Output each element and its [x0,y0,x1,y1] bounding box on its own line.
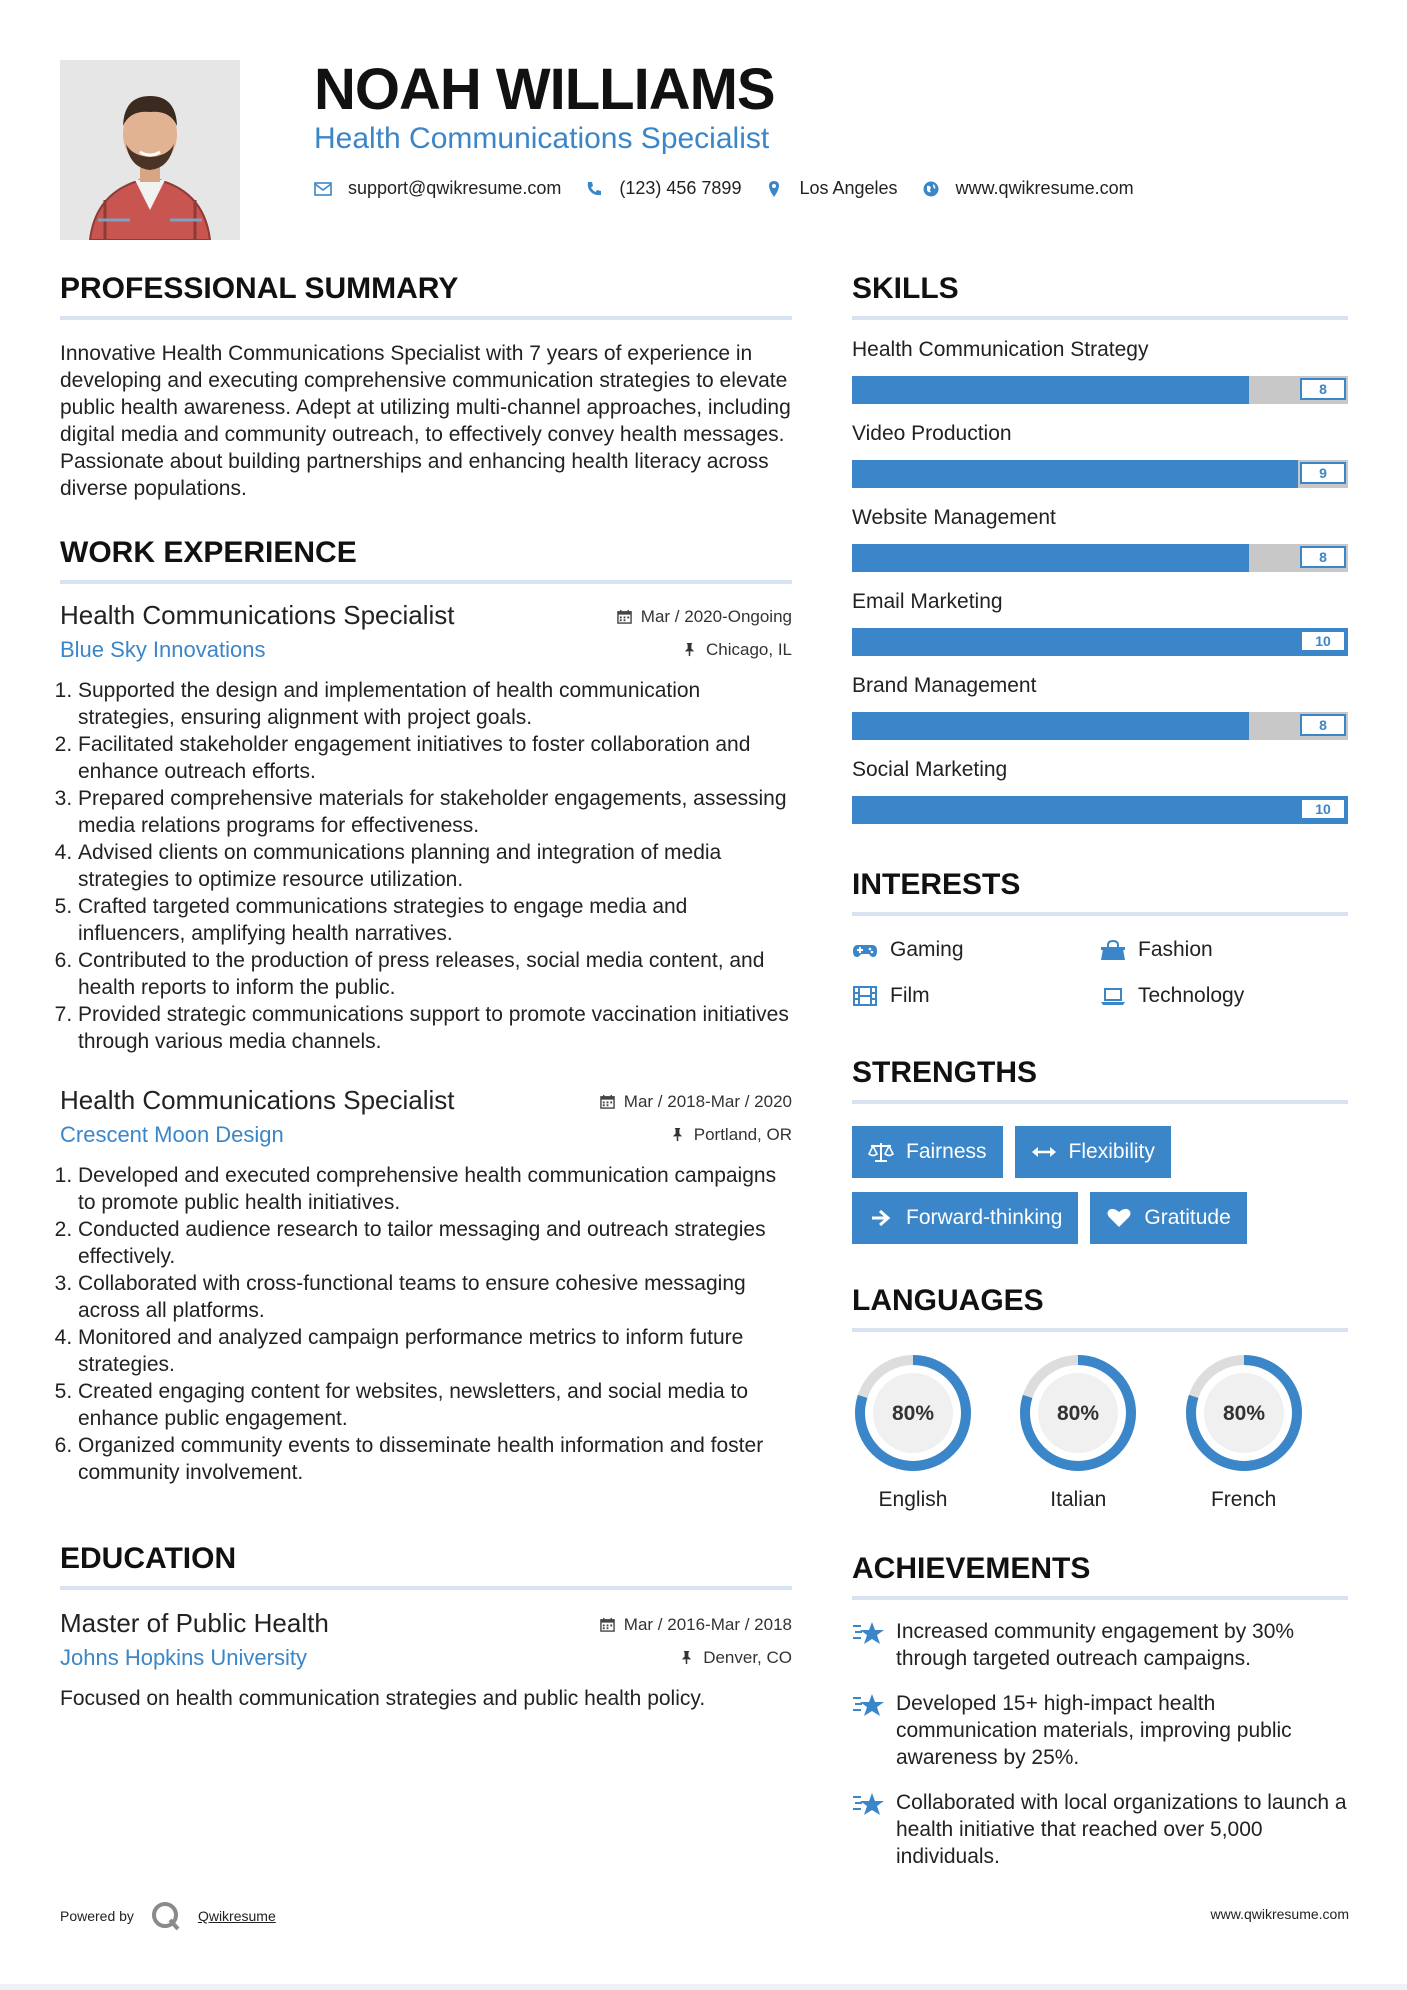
strength-label: Gratitude [1144,1206,1231,1229]
brand-link[interactable]: Qwikresume [197,1908,276,1924]
strength-tag [852,1192,1078,1244]
candidate-title: Health Communications Specialist [314,122,770,155]
skill-item [852,338,1348,404]
skill-bar-fill [852,460,1298,488]
job-bullet: 3. Prepared comprehensive materials for stakeholder engagements, assessing media relations programs for effectiveness. [78,785,792,839]
shooting-star-icon [852,1789,886,1819]
skill-bar-track [852,376,1348,404]
shooting-star-icon [852,1618,886,1648]
strength-label: Flexibility [1068,1140,1155,1163]
education-heading: EDUCATION [60,1542,792,1590]
website-text: www.qwikresume.com [955,178,1134,198]
film-icon [852,985,878,1007]
pushpin-icon [670,1127,685,1142]
job-bullet: 7. Provided strategic communications support to promote vaccination initiatives through various media channels. [78,1001,792,1055]
skill-bar-fill [852,544,1249,572]
experience-heading: WORK EXPERIENCE [60,536,792,584]
job-bullet: 5. Created engaging content for websites, newsletters, and social media to enhance public engagement. [78,1378,792,1432]
summary-text: Innovative Health Communications Specialist with 7 years of experience in developing and executing comprehensive communication strategies to elevate public health awareness. Adept at utilizing multi-channel approaches, including digital media and community outreach, to effectively convey health messages. Passionate about building partnerships and enhancing health literacy across diverse populations. [60,342,791,500]
bottom-divider [0,1984,1407,1990]
skill-level: 8 [1300,546,1346,568]
candidate-name: NOAH WILLIAMS [314,57,775,122]
strengths-heading: STRENGTHS [852,1056,1348,1104]
contact-location [765,178,897,199]
strength-tag [1015,1126,1171,1178]
language-ring [1017,1352,1139,1474]
achievement-item [852,1789,1348,1870]
interest-item [852,938,1100,962]
summary-heading: PROFESSIONAL SUMMARY [60,272,792,320]
map-marker-icon [765,180,783,198]
job-bullet: 6. Organized community events to disseminate health information and foster community involvement. [78,1432,792,1486]
pushpin-icon [682,642,697,657]
interest-label: Fashion [1138,938,1213,961]
achievements-list [852,1618,1348,1870]
skill-bar-track [852,628,1348,656]
strength-label: Forward-thinking [906,1206,1063,1229]
interest-label: Technology [1138,984,1245,1007]
pushpin-icon [679,1650,694,1665]
job-entry [60,600,792,1055]
skill-item [852,590,1348,656]
language-name: English [878,1488,948,1511]
phone-text: (123) 456 7899 [619,178,742,198]
skill-bar-track [852,712,1348,740]
skills-heading: SKILLS [852,272,1348,320]
skill-level: 8 [1300,378,1346,400]
contact-website[interactable] [922,178,1134,199]
skill-name: Brand Management [852,674,1037,697]
skill-name: Video Production [852,422,1012,445]
strengths-list [852,1126,1348,1258]
skill-item [852,422,1348,488]
job-bullet: 4. Advised clients on communications planning and integration of media strategies to optimize resource utilization. [78,839,792,893]
school-name: Johns Hopkins University [60,1645,307,1670]
location-text: Los Angeles [799,178,898,198]
gamepad-icon [852,939,878,961]
language-name: French [1210,1488,1277,1511]
phone-icon [585,180,603,198]
language-ring [852,1352,974,1474]
education-location-text: Denver, CO [703,1647,792,1667]
interest-label: Film [890,984,930,1007]
skill-name: Health Communication Strategy [852,338,1149,361]
achievement-text: Developed 15+ high-impact health communication materials, improving public awareness by 25%. [896,1692,1292,1769]
interests-list [852,938,1348,1008]
languages-heading: LANGUAGES [852,1284,1348,1332]
job-title: Health Communications Specialist [60,600,455,630]
globe-icon [922,180,940,198]
language-item [1183,1352,1348,1512]
skills-list [852,338,1348,824]
job-location-text: Chicago, IL [706,639,792,659]
job-bullets [60,1162,792,1486]
job-bullet: 4. Monitored and analyzed campaign performance metrics to inform future strategies. [78,1324,792,1378]
envelope-icon [314,180,332,198]
skill-bar-track [852,544,1348,572]
achievements-heading: ACHIEVEMENTS [852,1552,1348,1600]
language-item [852,1352,1017,1512]
skill-bar-fill [852,796,1348,824]
job-bullet: 3. Collaborated with cross-functional teams to ensure cohesive messaging across all platforms. [78,1270,792,1324]
arrow-right-icon [868,1207,894,1229]
heart-icon [1106,1207,1132,1229]
interest-item [852,984,1100,1008]
company-name: Blue Sky Innovations [60,637,266,662]
skill-level: 10 [1300,630,1346,652]
strength-tag [852,1126,1003,1178]
skill-level: 10 [1300,798,1346,820]
job-date [600,1092,792,1112]
job-title: Health Communications Specialist [60,1085,455,1115]
calendar-icon [600,1094,615,1109]
job-date-text: Mar / 2020-Ongoing [640,606,792,626]
job-location [682,640,792,660]
job-bullet: 1. Supported the design and implementation of health communication strategies, ensuring alignment with project goals. [78,677,792,731]
skill-bar-fill [852,628,1348,656]
strength-tag [1090,1192,1246,1244]
arrows-horizontal-icon [1031,1141,1057,1163]
language-percent: 80% [1222,1402,1265,1425]
qwikresume-logo-icon [150,1900,182,1932]
skill-item [852,674,1348,740]
achievement-text: Collaborated with local organizations to launch a health initiative that reached over 5,000 individuals. [896,1791,1347,1868]
language-percent: 80% [891,1402,935,1425]
contact-phone[interactable] [585,178,741,199]
contact-email[interactable] [314,178,561,199]
powered-by-text: Powered by [60,1908,134,1924]
job-entry [60,1085,792,1486]
language-name: Italian [1050,1488,1107,1511]
company-name: Crescent Moon Design [60,1122,284,1147]
contact-bar [314,178,1158,199]
left-column [60,272,792,1712]
education-location [679,1648,792,1668]
language-item [1017,1352,1182,1512]
skill-name: Social Marketing [852,758,1008,781]
degree-title: Master of Public Health [60,1608,329,1638]
skill-bar-track [852,796,1348,824]
calendar-icon [600,1617,615,1632]
person-portrait-icon [60,60,240,240]
shopping-bag-icon [1100,939,1126,961]
job-location-text: Portland, OR [693,1124,792,1144]
balance-scale-icon [868,1141,894,1163]
laptop-icon [1100,985,1126,1007]
job-bullet: 2. Conducted audience research to tailor messaging and outreach strategies effectively. [78,1216,792,1270]
job-date [617,607,792,627]
calendar-icon [617,609,632,624]
achievement-item [852,1618,1348,1672]
job-bullet: 1. Developed and executed comprehensive health communication campaigns to promote public health initiatives. [78,1162,792,1216]
profile-photo [60,60,240,240]
interest-item [1100,984,1348,1008]
right-column [852,272,1348,1870]
languages-list [852,1352,1348,1512]
shooting-star-icon [852,1690,886,1720]
education-description: Focused on health communication strategies and public health policy. [60,1687,706,1710]
skill-bar-fill [852,712,1249,740]
skill-level: 8 [1300,714,1346,736]
job-bullet: 2. Facilitated stakeholder engagement initiatives to foster collaboration and enhance outreach efforts. [78,731,792,785]
footer-powered-by [60,1900,276,1932]
email-text: support@qwikresume.com [348,178,562,198]
skill-bar-fill [852,376,1249,404]
footer-website[interactable]: www.qwikresume.com [1210,1906,1349,1922]
job-bullets [60,677,792,1055]
interests-heading: INTERESTS [852,868,1348,916]
education-date [600,1615,792,1635]
skill-item [852,758,1348,824]
job-location [670,1125,792,1145]
skill-bar-track [852,460,1348,488]
language-ring [1183,1352,1305,1474]
skill-name: Website Management [852,506,1056,529]
job-bullet: 6. Contributed to the production of press releases, social media content, and health reports to inform the public. [78,947,792,1001]
job-date-text: Mar / 2018-Mar / 2020 [623,1091,792,1111]
skill-item [852,506,1348,572]
skill-level: 9 [1300,462,1346,484]
strength-label: Fairness [906,1140,987,1163]
education-date-text: Mar / 2016-Mar / 2018 [623,1614,792,1634]
education-entry [60,1608,792,1712]
skill-name: Email Marketing [852,590,1003,613]
language-percent: 80% [1057,1402,1100,1425]
achievement-item [852,1690,1348,1771]
interest-item [1100,938,1348,962]
job-bullet: 5. Crafted targeted communications strategies to engage media and influencers, amplifying health narratives. [78,893,792,947]
interest-label: Gaming [890,938,964,961]
achievement-text: Increased community engagement by 30% through targeted outreach campaigns. [896,1620,1295,1670]
